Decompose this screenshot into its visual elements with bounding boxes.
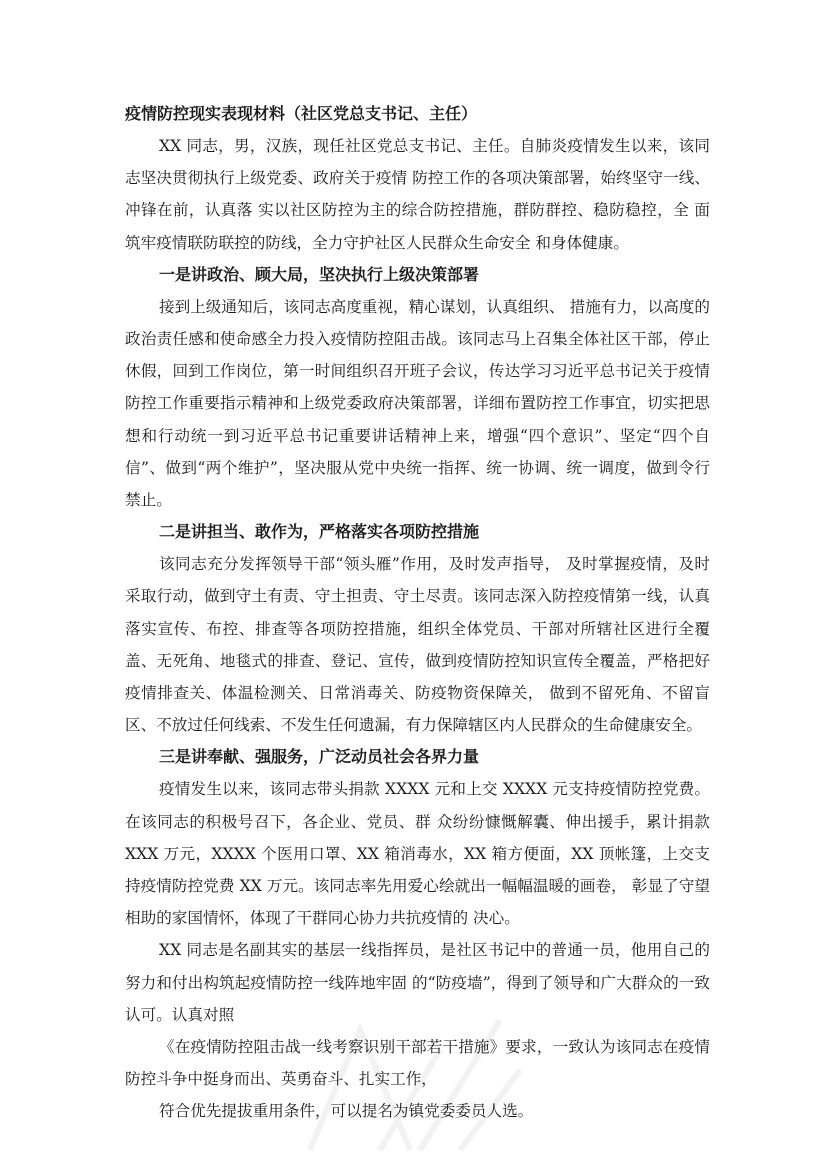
closing-paragraph-2: 《在疫情防控阻击战一线考察识别干部若干措施》要求，一致认为该同志在疫情防控斗争中挺身而出、英勇奋斗、扎实工作， — [125, 1038, 710, 1089]
section-body-responsibility: 该同志充分发挥领导干部“领头雁”作用，及时发声指导， 及时掌握疫情，及时采取行动，做到守土有责、守土担责、守土尽责。该同志深入防控疫情第一线，认真落实宣传、布控、排查等各项防控措施，组织全体党员、干部对所辖社区进行全覆盖、无死角、地毯式的排查、登记、宣传，做到疫情防控知识宣传全覆盖，严格把好疫情排查关、体温检测关、日常消毒关、防疫物资保障关， 做到不留死角、不留盲区、不放过任何线索、不发生任何遗漏，有力保障辖区内人民群众的生命健康安全。 — [125, 555, 710, 735]
closing-paragraph-1: XX 同志是名副其实的基层一线指挥员，是社区书记中的普通一员，他用自己的努力和付出构筑起疫情防控一线阵地牢固 的“防疫墙”，得到了领导和广大群众的一致认可。认真对照 — [125, 941, 710, 1024]
closing-paragraph-3: 符合优先提拔重用条件，可以提名为镇党委委员人选。 — [159, 1102, 534, 1121]
intro-paragraph: XX 同志，男，汉族，现任社区党总支书记、主任。自肺炎疫情发生以来，该同志坚决贯彻执行上级党委、政府关于疫情 防控工作的各项决策部署，始终坚守一线、冲锋在前，认真落 实以社区防控为主的综合防控措施，群防群控、稳防稳控，全 面筑牢疫情联防联控的防线，全力守护社区人民群众生命安全 和身体健康。 — [125, 137, 710, 252]
section-heading-politics: 一是讲政治、顾大局，坚决执行上级决策部署 — [159, 264, 480, 284]
section-body-politics: 接到上级通知后，该同志高度重视，精心谋划，认真组织、 措施有力，以高度的政治责任感和使命感全力投入疫情防控阻击战。该同志马上召集全体社区干部，停止休假，回到工作岗位，第一时间组织召开班子会议，传达学习习近平总书记关于疫情防控工作重要指示精神和上级党委政府决策部署，详细布置防控工作事宜，切实把思想和行动统一到习近平总书记重要讲话精神上来，增强“四个意识”、坚定“四个自信”、做到“两个维护”，坚决服从党中央统一指挥、统一协调、统一调度，做到令行禁止。 — [125, 297, 710, 510]
section-heading-responsibility: 二是讲担当、敢作为，严格落实各项防控措施 — [159, 522, 480, 542]
document-title: 疫情防控现实表现材料（社区党总支书记、主任） — [125, 104, 478, 123]
document-body — [125, 98, 710, 1128]
section-heading-dedication: 三是讲奉献、强服务，广泛动员社会各界力量 — [159, 747, 480, 767]
section-body-dedication: 疫情发生以来，该同志带头捐款 XXXX 元和上交 XXXX 元支持疫情防控党费。在该同志的积极号召下，各企业、党员、群 众纷纷慷慨解囊、伸出援手，累计捐款 XXX 万元，XXXX 个医用口罩、XX 箱消毒水，XX 箱方便面，XX 顶帐篷，上交支持疫情防控党费 XX 万元。该同志率先用爱心绘就出一幅幅温暖的画卷， 彰显了守望相助的家国情怀，体现了干群同心协力共抗疫情的 决心。 — [125, 780, 710, 928]
